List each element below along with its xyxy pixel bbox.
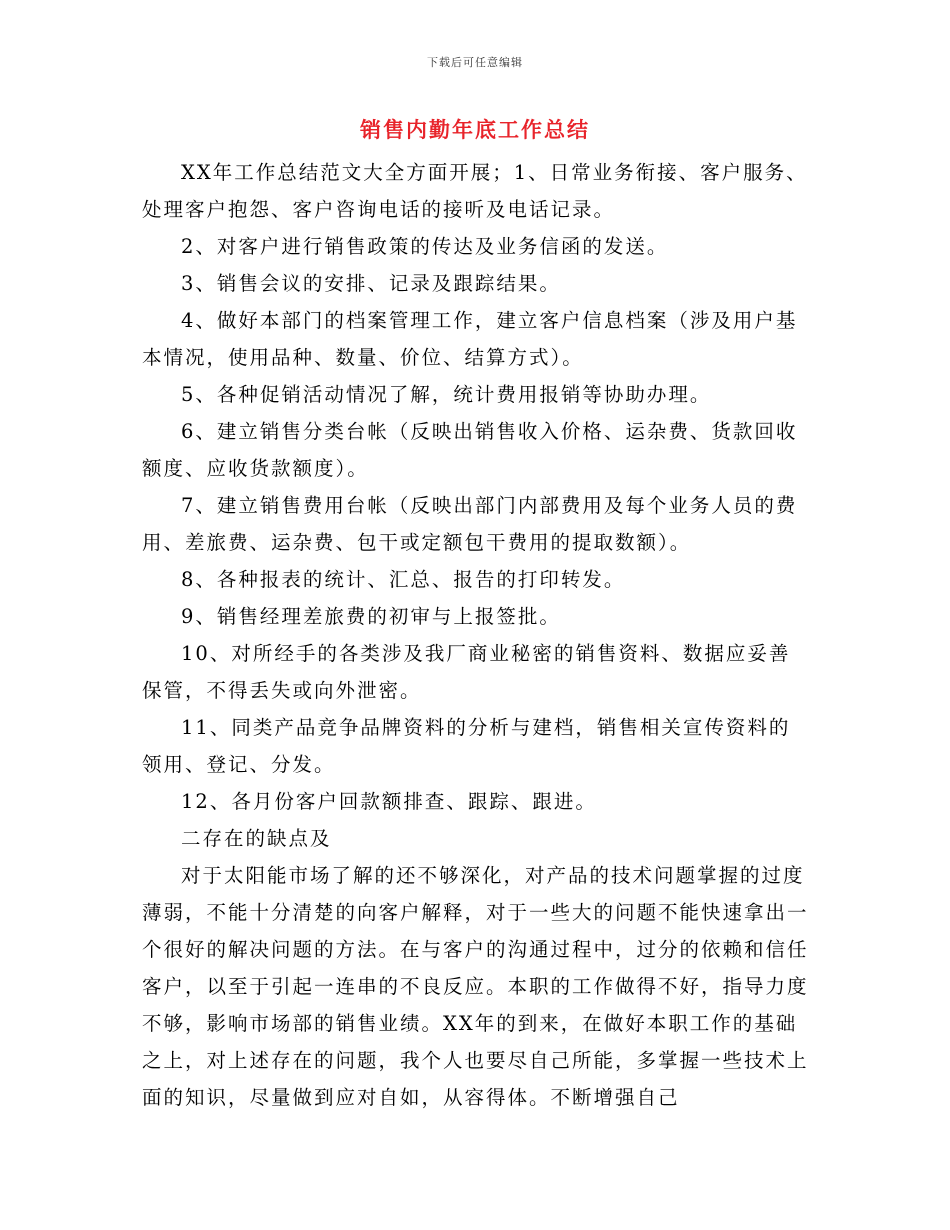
paragraph-1: XX年工作总结范文大全方面开展；1、日常业务衔接、客户服务、处理客户抱怨、客户咨询电话的接听及电话记录。 xyxy=(142,161,808,221)
paragraph-7: 7、建立销售费用台帐（反映出部门内部费用及每个业务人员的费用、差旅费、运杂费、包干或定额包干费用的提取数额）。 xyxy=(142,494,798,554)
document-title: 销售内勤年底工作总结 xyxy=(360,118,590,142)
paragraph-9: 9、销售经理差旅费的初审与上报签批。 xyxy=(181,605,561,628)
paragraph-12: 12、各月份客户回款额排查、跟踪、跟进。 xyxy=(181,790,597,813)
paragraph-2: 2、对客户进行销售政策的传达及业务信函的发送。 xyxy=(181,235,669,258)
paragraph-5: 5、各种促销活动情况了解，统计费用报销等协助办理。 xyxy=(181,383,712,406)
paragraph-11: 11、同类产品竞争品牌资料的分析与建档，销售相关宣传资料的领用、登记、分发。 xyxy=(142,716,791,776)
paragraph-shortcomings: 对于太阳能市场了解的还不够深化，对产品的技术问题掌握的过度薄弱，不能十分清楚的向客户解释，对于一些大的问题不能快速拿出一个很好的解决问题的方法。在与客户的沟通过程中，过分的依赖和信任客户，以至于引起一连串的不良反应。本职的工作做得不好，指导力度不够，影响市场部的销售业绩。XX年的到来，在做好本职工作的基础之上，对上述存在的问题，我个人也要尽自己所能，多掌握一些技术上面的知识，尽量做到应对自如，从容得体。不断增强自己 xyxy=(142,864,809,1109)
paragraph-4: 4、做好本部门的档案管理工作，建立客户信息档案（涉及用户基本情况，使用品种、数量、价位、结算方式）。 xyxy=(142,309,798,369)
paragraph-6: 6、建立销售分类台帐（反映出销售收入价格、运杂费、货款回收额度、应收货款额度）。 xyxy=(142,420,798,480)
paragraph-8: 8、各种报表的统计、汇总、报告的打印转发。 xyxy=(181,568,626,591)
paragraph-10: 10、对所经手的各类涉及我厂商业秘密的销售资料、数据应妥善保管，不得丢失或向外泄密。 xyxy=(142,642,791,702)
document-body xyxy=(142,154,810,1116)
paragraph-3: 3、销售会议的安排、记录及跟踪结果。 xyxy=(181,272,561,295)
section-heading-shortcomings: 二存在的缺点及 xyxy=(181,827,332,850)
header-note: 下载后可任意编辑 xyxy=(427,56,523,69)
